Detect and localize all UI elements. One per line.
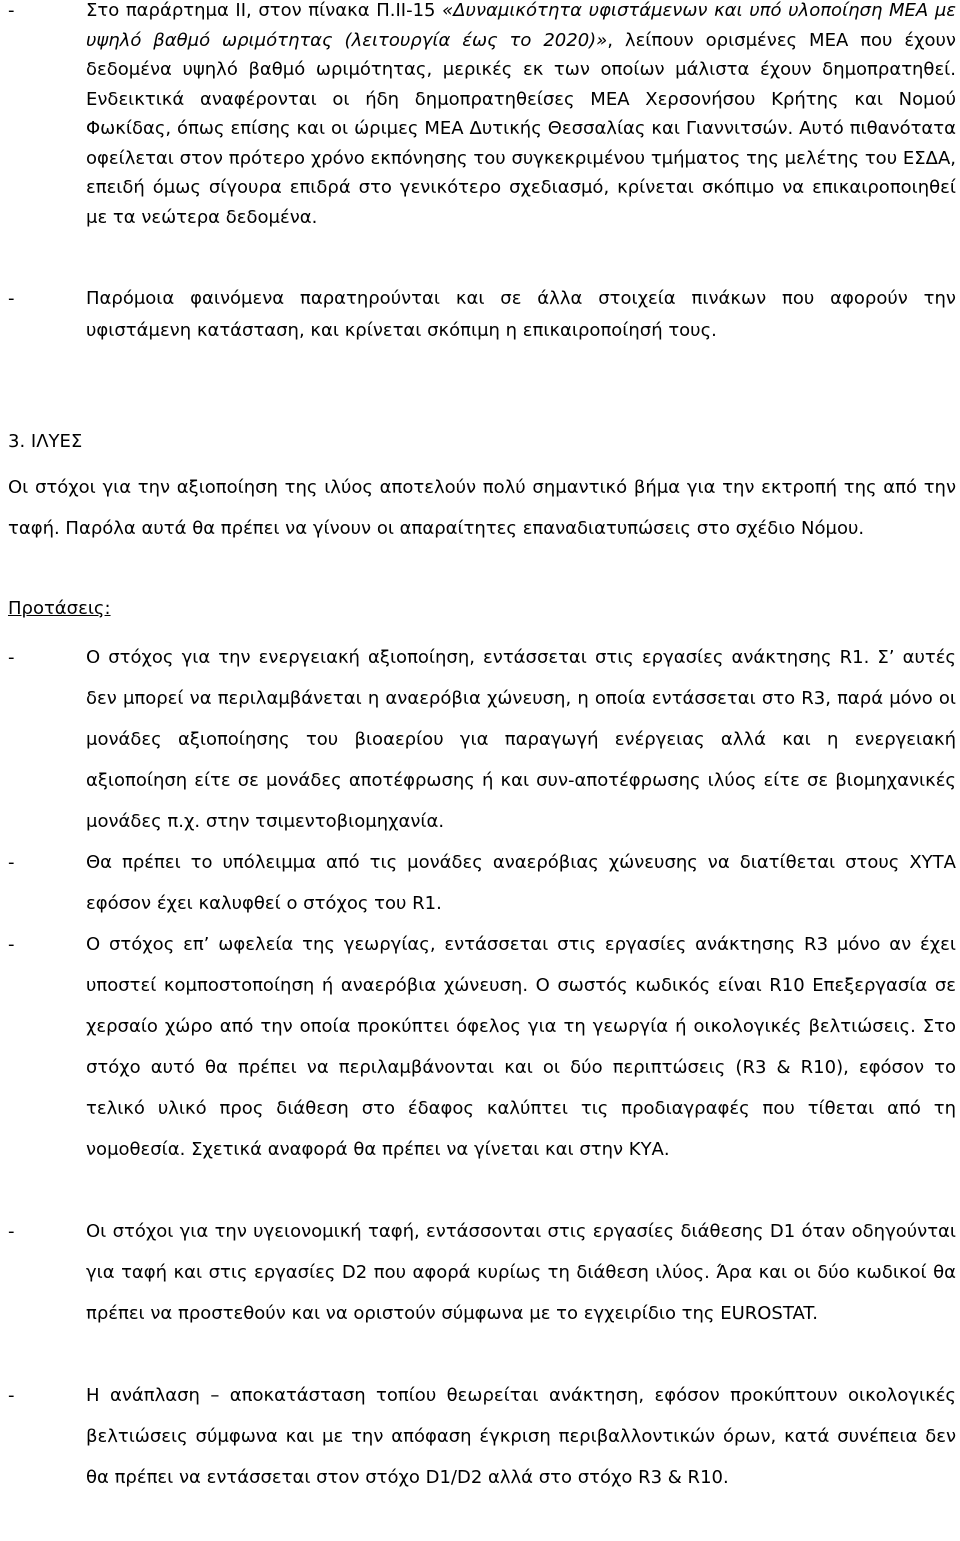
proposal-text: Ο στόχος επ’ ωφελεία της γεωργίας, εντάσσεται στις εργασίες ανάκτησης R3 μόνο αν έχει υποστεί κομποστοποίηση ή αναερόβια χώνευση. Ο σωστός κωδικός είναι R10 Επεξεργασία σε χερσαίο χώρο από την οποία προκύπτει όφελος για τη γεωργία ή οικολογικές βελτιώσεις. Στο στόχο αυτό θα πρέπει να περιλαμβάνονται και οι δύο περιπτώσεις (R3 & R10), εφόσον το τελικό υλικό προς διάθεση στο έδαφος καλύπτει τις προδιαγραφές που τίθεται από τη νομοθεσία. Σχετικά αναφορά θα πρέπει να γίνεται και στην ΚΥΑ. [86, 934, 956, 1160]
proposal-item [0, 637, 956, 842]
proposals-label: Προτάσεις: [8, 598, 111, 619]
section-intro: Οι στόχοι για την αξιοποίηση της ιλύος αποτελούν πολύ σημαντικό βήμα για την εκτροπή της από την ταφή. Παρόλα αυτά θα πρέπει να γίνουν οι απαραίτητες επαναδιατυπώσεις στο σχέδιο Νόμου. [8, 477, 956, 539]
proposal-item [0, 1375, 956, 1498]
proposal-item [0, 842, 956, 924]
bullet-dash: - [8, 1221, 15, 1242]
bullet-dash: - [8, 0, 15, 21]
bullet-dash: - [8, 288, 15, 309]
bullet-dash: - [8, 647, 15, 668]
list-item-text [86, 0, 956, 232]
proposal-text: Οι στόχοι για την υγειονομική ταφή, εντάσσονται στις εργασίες διάθεσης D1 όταν οδηγούνται για ταφή και στις εργασίες D2 που αφορά κυρίως τη διάθεση ιλύος. Άρα και οι δύο κωδικοί θα πρέπει να προστεθούν και να οριστούν σύμφωνα με το εγχειρίδιο της EUROSTAT. [86, 1221, 956, 1324]
text-prefix: Στο παράρτημα ΙΙ, στον πίνακα Π.ΙΙ-15 [86, 0, 443, 21]
proposal-item [0, 924, 956, 1170]
paragraph-text: , λείπουν ορισμένες ΜΕΑ που έχουν δεδομένα υψηλό βαθμό ωριμότητας, μερικές εκ των οποίων μάλιστα έχουν δημοπρατηθεί. Ενδεικτικά αναφέρονται οι ήδη δημοπρατηθείσες ΜΕΑ Χερσονήσου Κρήτης και Νομού Φωκίδας, όπως επίσης και οι ώριμες ΜΕΑ Δυτικής Θεσσαλίας και Γιαννιτσών. Αυτό πιθανότατα οφείλεται στον πρότερο χρόνο εκπόνησης του συγκεκριμένου τμήματος της μελέτης του ΕΣΔΑ, επειδή όμως σίγουρα επιδρά στο γενικότερο σχεδιασμό, κρίνεται σκόπιμο να επικαιροποιηθεί με τα νεώτερα δεδομένα. [86, 29, 956, 228]
bullet-dash: - [8, 934, 15, 955]
proposal-text: Η ανάπλαση – αποκατάσταση τοπίου θεωρείται ανάκτηση, εφόσον προκύπτουν οικολογικές βελτιώσεις σύμφωνα και με την απόφαση έγκριση περιβαλλοντικών όρων, κατά συνέπεια δεν θα πρέπει να εντάσσεται στον στόχο D1/D2 αλλά στο στόχο R3 & R10. [86, 1385, 956, 1488]
bullet-dash: - [8, 852, 15, 873]
bullet-dash: - [8, 1385, 15, 1406]
paragraph-text: Παρόμοια φαινόμενα παρατηρούνται και σε άλλα στοιχεία πινάκων που αφορούν την υφιστάμενη κατάσταση, και κρίνεται σκόπιμη η επικαιροποίησή τους. [86, 288, 956, 341]
list-item [0, 0, 956, 232]
proposal-text: Ο στόχος για την ενεργειακή αξιοποίηση, εντάσσεται στις εργασίες ανάκτησης R1. Σ’ αυτές δεν μπορεί να περιλαμβάνεται η αναερόβια χώνευση, η οποία εντάσσεται στο R3, παρά μόνο οι μονάδες αξιοποίησης του βιοαερίου για παραγωγή ενέργειας αλλά και η ενεργειακή αξιοποίηση είτε σε μονάδες αποτέφρωσης ή και συν-αποτέφρωσης ιλύος είτε σε βιομηχανικές μονάδες π.χ. στην τσιμεντοβιομηχανία. [86, 647, 956, 832]
proposal-item [0, 1211, 956, 1334]
section-heading: 3. ΙΛΥΕΣ [8, 431, 83, 452]
table-title-italic: «Δυναμικότητα υφιστάμενων και υπό υλοποίηση ΜΕΑ με υψηλό βαθμό ωριμότητας (λειτουργία έως το 2020)» [86, 0, 956, 51]
list-item [0, 283, 956, 347]
proposal-text: Θα πρέπει το υπόλειμμα από τις μονάδες αναερόβιας χώνευσης να διατίθεται στους ΧΥΤΑ εφόσον έχει καλυφθεί ο στόχος του R1. [86, 852, 956, 914]
